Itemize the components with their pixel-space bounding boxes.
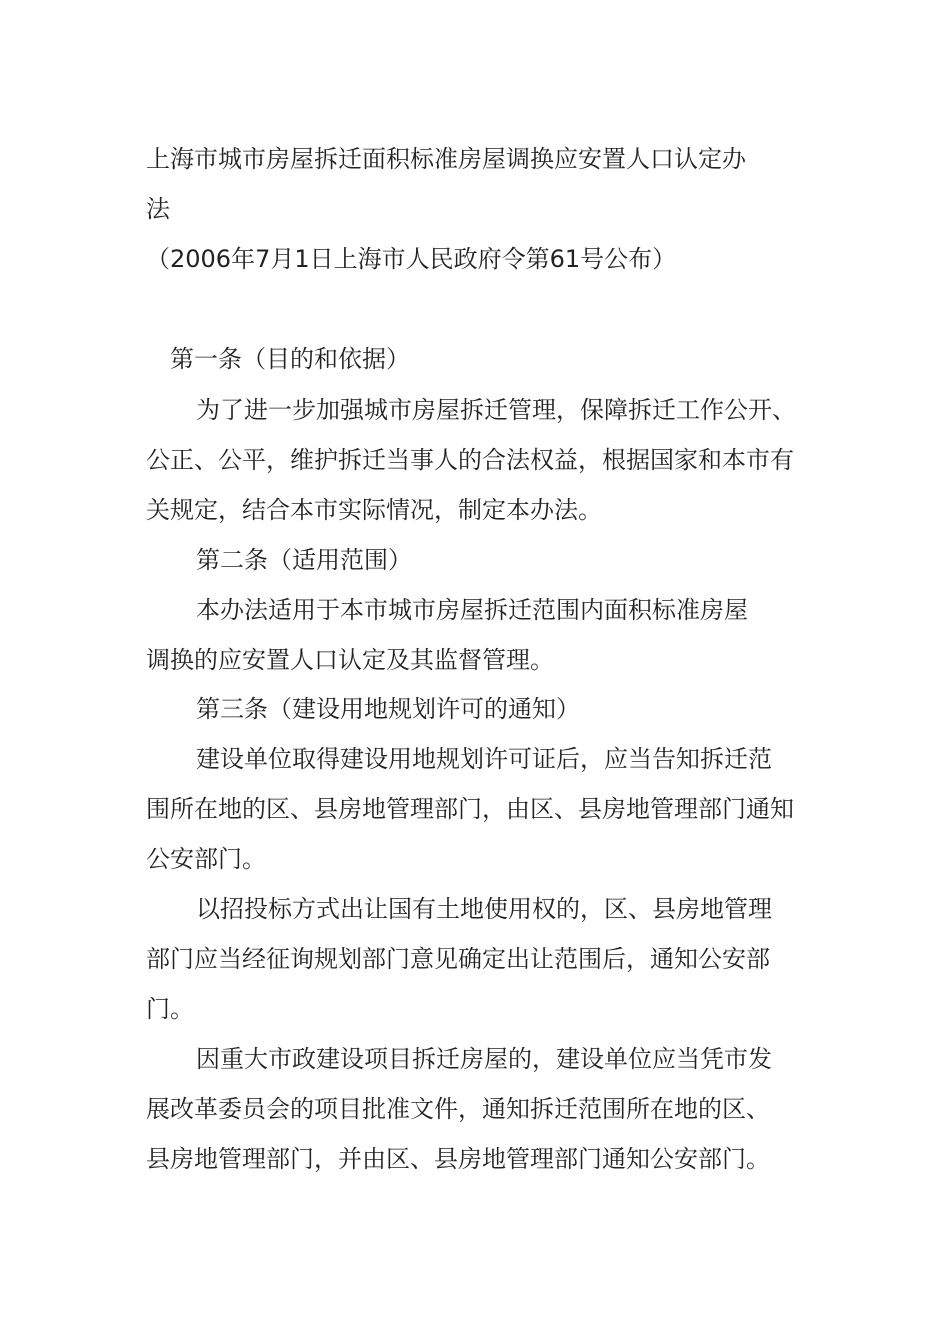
article-3-paragraph-2-line-2: 部门应当经征询规划部门意见确定出让范围后，通知公安部 xyxy=(146,945,770,973)
article-2-heading: 第二条（适用范围） xyxy=(196,546,412,574)
article-3-paragraph-1-line-1: 建设单位取得建设用地规划许可证后，应当告知拆迁范 xyxy=(196,745,772,773)
article-3-paragraph-3-line-2: 展改革委员会的项目批准文件，通知拆迁范围所在地的区、 xyxy=(146,1095,770,1123)
article-1-paragraph-1-line-2: 公正、公平，维护拆迁当事人的合法权益，根据国家和本市有 xyxy=(146,446,794,474)
article-3-paragraph-1-line-3: 公安部门。 xyxy=(146,845,266,873)
document-subtitle: （2006年7月1日上海市人民政府令第61号公布） xyxy=(146,245,677,273)
article-3-heading: 第三条（建设用地规划许可的通知） xyxy=(196,695,580,723)
article-3-paragraph-2-line-3: 门。 xyxy=(146,995,194,1023)
article-1-paragraph-1-line-3: 关规定，结合本市实际情况，制定本办法。 xyxy=(146,496,602,524)
document-title-line-2: 法 xyxy=(146,195,170,223)
article-3-paragraph-2-line-1: 以招投标方式出让国有土地使用权的，区、县房地管理 xyxy=(196,895,772,923)
article-3-paragraph-3-line-3: 县房地管理部门，并由区、县房地管理部门通知公安部门。 xyxy=(146,1145,770,1173)
article-1-paragraph-1-line-1: 为了进一步加强城市房屋拆迁管理，保障拆迁工作公开、 xyxy=(196,396,796,424)
article-2-paragraph-1-line-1: 本办法适用于本市城市房屋拆迁范围内面积标准房屋 xyxy=(196,596,748,624)
article-3-paragraph-1-line-2: 围所在地的区、县房地管理部门，由区、县房地管理部门通知 xyxy=(146,795,794,823)
article-3-paragraph-3-line-1: 因重大市政建设项目拆迁房屋的，建设单位应当凭市发 xyxy=(196,1045,772,1073)
article-1-heading: 第一条（目的和依据） xyxy=(170,345,410,373)
document-title-line-1: 上海市城市房屋拆迁面积标准房屋调换应安置人口认定办 xyxy=(146,145,746,173)
article-2-paragraph-1-line-2: 调换的应安置人口认定及其监督管理。 xyxy=(146,646,554,674)
